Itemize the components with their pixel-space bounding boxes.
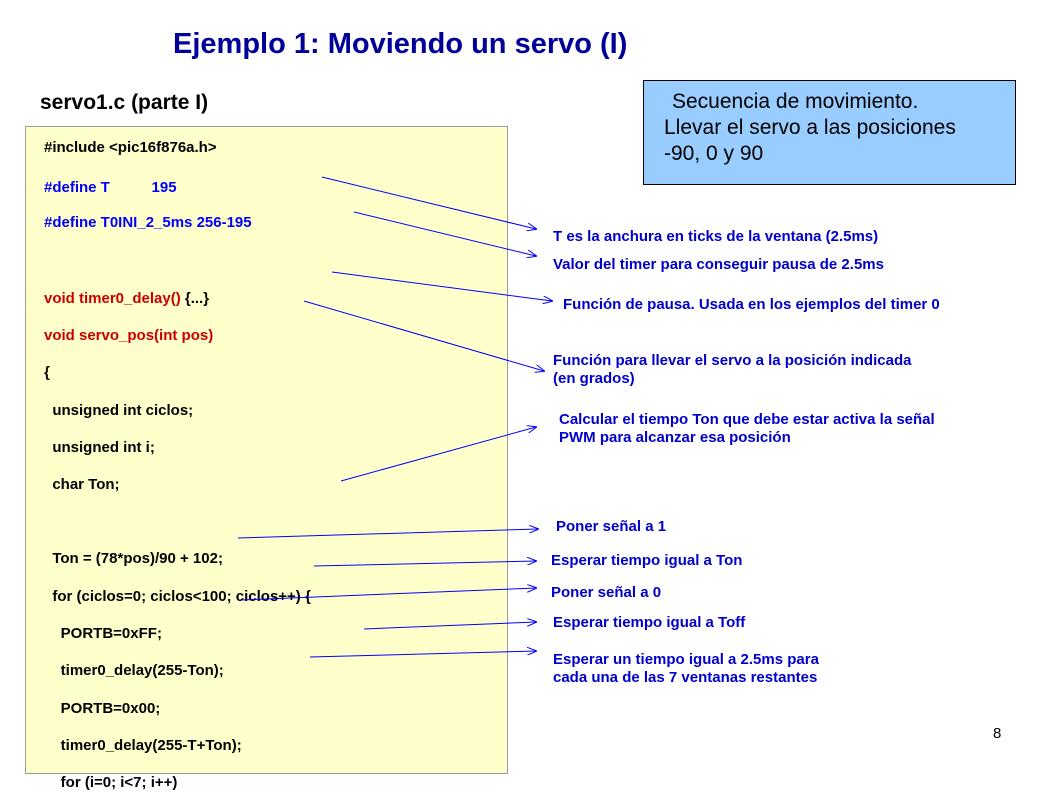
code-line-i-decl: unsigned int i; xyxy=(44,439,155,456)
note-line-1: Secuencia de movimiento. xyxy=(672,90,919,113)
annotation-ton-calc xyxy=(559,411,935,447)
annotation-wait-windows xyxy=(553,651,819,687)
note-line-3: -90, 0 y 90 xyxy=(664,142,764,165)
arrow-portb-low xyxy=(310,651,536,657)
code-line-ton-decl: char Ton; xyxy=(44,476,120,493)
arrow-define-t xyxy=(322,177,536,229)
code-line-include: #include <pic16f876a.h> xyxy=(44,139,217,156)
annotation-ton-calc-line-1: Calcular el tiempo Ton que debe estar activa la señal xyxy=(559,411,935,428)
annotation-signal-high: Poner señal a 1 xyxy=(556,518,667,535)
annotation-ton-calc-line-2: PWM para alcanzar esa posición xyxy=(559,429,791,446)
page-number: 8 xyxy=(993,725,1002,742)
arrow-timer0-delay xyxy=(332,272,552,301)
annotation-servo-function xyxy=(553,352,911,388)
annotation-servo-function-line-1: Función para llevar el servo a la posición indicada xyxy=(553,352,912,369)
code-line-servo-pos: void servo_pos(int pos) xyxy=(44,327,214,344)
arrow-ton-decl xyxy=(341,427,536,481)
code-timer0-body: {...} xyxy=(180,290,210,307)
code-line-define-t: #define T 195 xyxy=(44,179,177,196)
code-line-open-brace: { xyxy=(44,364,50,381)
annotation-servo-function-line-2: (en grados) xyxy=(553,370,635,387)
annotation-wait-windows-line-1: Esperar un tiempo igual a 2.5ms para xyxy=(553,651,819,668)
annotation-wait-ton: Esperar tiempo igual a Ton xyxy=(551,552,743,569)
annotation-wait-windows-line-2: cada una de las 7 ventanas restantes xyxy=(553,669,818,686)
arrow-define-t0ini xyxy=(354,212,536,256)
note-line-2: Llevar el servo a las posiciones xyxy=(664,116,956,139)
code-line-portb-high: PORTB=0xFF; xyxy=(44,625,162,642)
annotation-wait-toff: Esperar tiempo igual a Toff xyxy=(553,614,746,631)
code-line-define-t0ini: #define T0INI_2_5ms 256-195 xyxy=(44,214,252,231)
code-line-for-ciclos: for (ciclos=0; ciclos<100; ciclos++) { xyxy=(44,588,311,605)
arrow-portb-high xyxy=(241,588,536,600)
code-line-delay-ton: timer0_delay(255-Ton); xyxy=(44,662,224,679)
file-subtitle: servo1.c (parte I) xyxy=(40,91,209,114)
arrow-for-ciclos xyxy=(314,561,536,566)
code-line-for-i: for (i=0; i<7; i++) xyxy=(44,774,178,791)
annotation-timer-value: Valor del timer para conseguir pausa de 2.5ms xyxy=(553,256,884,273)
code-line-delay-toff: timer0_delay(255-T+Ton); xyxy=(44,737,242,754)
code-line-ciclos-decl: unsigned int ciclos; xyxy=(44,402,194,419)
annotation-signal-low: Poner señal a 0 xyxy=(551,584,662,601)
arrow-ton-calc xyxy=(238,529,538,538)
annotation-pause-function: Función de pausa. Usada en los ejemplos del timer 0 xyxy=(563,296,940,313)
code-line-ton-calc: Ton = (78*pos)/90 + 102; xyxy=(44,550,223,567)
code-line-portb-low: PORTB=0x00; xyxy=(44,700,161,717)
arrow-servo-pos xyxy=(304,301,544,371)
arrow-delay-ton xyxy=(364,622,536,629)
annotation-t-width: T es la anchura en ticks de la ventana (2.5ms) xyxy=(553,228,879,245)
code-timer0-signature: void timer0_delay() xyxy=(44,290,181,307)
slide-title: Ejemplo 1: Moviendo un servo (I) xyxy=(173,28,628,60)
